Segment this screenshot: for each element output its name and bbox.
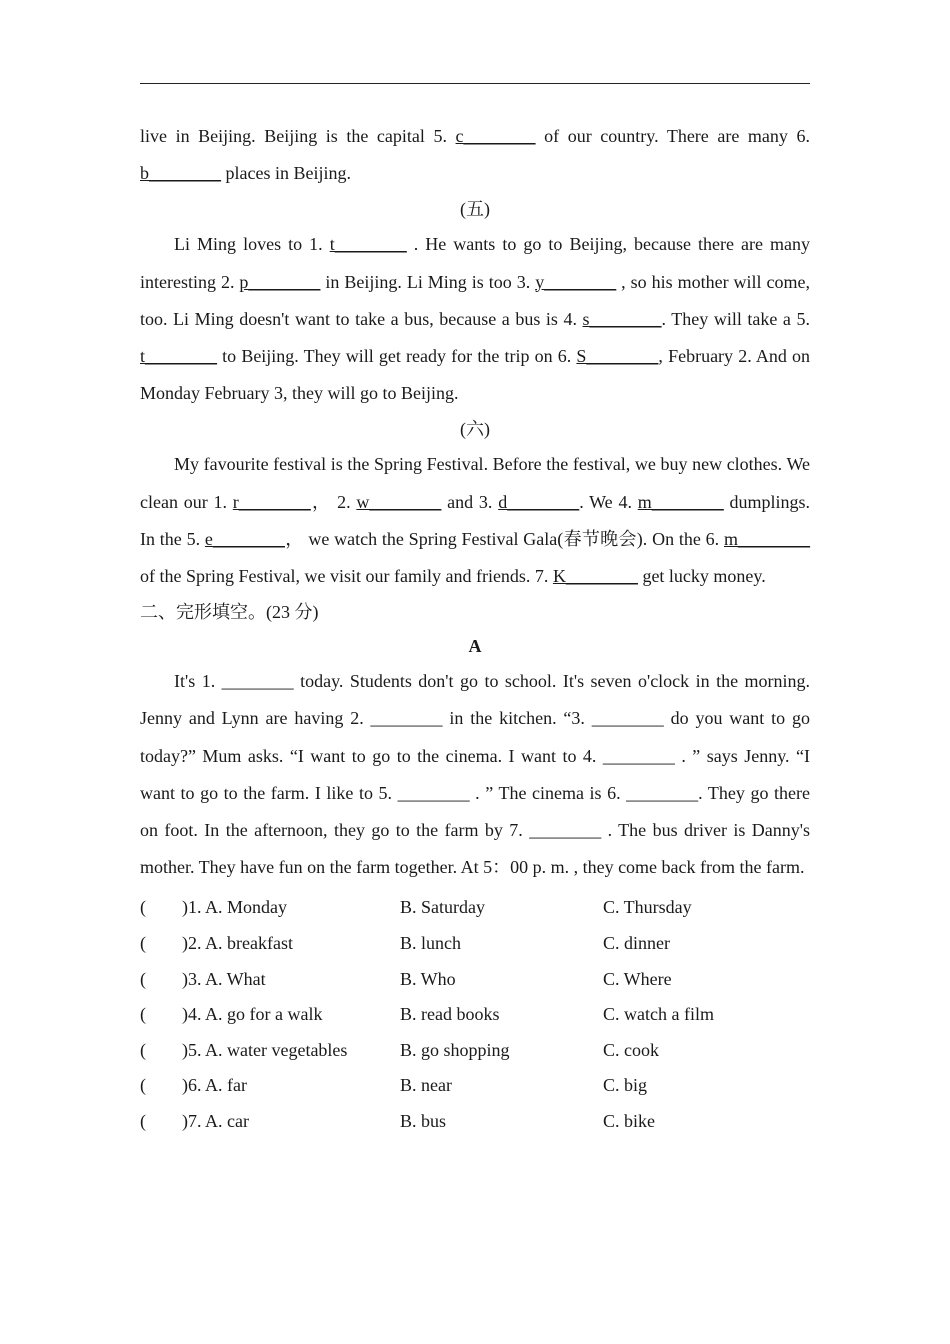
blank-answer: c________	[455, 126, 536, 146]
part2-heading: 二、完形填空。(23 分)	[140, 602, 319, 623]
worksheet-page	[140, 118, 810, 1140]
option-c[interactable]: C. cook	[603, 1039, 659, 1060]
blank-answer: m________	[637, 491, 724, 512]
option-b[interactable]: B. go shopping	[400, 1039, 510, 1060]
option-c[interactable]: C. big	[603, 1075, 648, 1096]
blank-answer: r________	[232, 491, 311, 512]
question-option-a[interactable]: ( )4. A. go for a walk	[140, 1004, 323, 1025]
option-c[interactable]: C. bike	[603, 1111, 655, 1132]
header-rule	[140, 83, 810, 84]
option-b[interactable]: B. bus	[400, 1111, 447, 1132]
question-row	[140, 926, 810, 962]
question-option-a[interactable]: ( )2. A. breakfast	[140, 933, 293, 954]
options-list	[140, 890, 810, 1139]
cloze-passage: It's 1. ________ today. Students don't go to school. It's seven o'clock in the morning. Jenny and Lynn are having 2. ________ in the kitchen. “3. ________ do you want to go today?” Mum asks. “I want to go to the cinema. I want to 4. ________ . ” says Jenny. “I want to go to the farm. I like to 5. ________ . ” The cinema is 6. ________. They go there on foot. In the afternoon, they go to the farm by 7. ________ . The bus driver is Danny's mother. They have fun on the farm together. At 5：00 p. m. , they come back from the farm.	[140, 671, 810, 878]
section5-title: (五)	[460, 199, 490, 220]
option-c[interactable]: C. dinner	[603, 933, 670, 954]
question-row	[140, 1104, 810, 1140]
option-b[interactable]: B. near	[400, 1075, 452, 1096]
blank-answer: d________	[498, 491, 580, 512]
option-c[interactable]: C. Thursday	[603, 897, 692, 918]
question-row	[140, 1068, 810, 1104]
blank-answer: t________	[329, 234, 407, 255]
option-c[interactable]: C. Where	[603, 968, 672, 989]
blank-answer: w________	[356, 491, 442, 512]
question-row	[140, 890, 810, 926]
question-option-a[interactable]: ( )1. A. Monday	[140, 897, 287, 918]
passage-a-title: A	[468, 636, 482, 657]
blank-answer: K________	[552, 566, 638, 587]
question-row	[140, 962, 810, 998]
option-b[interactable]: B. lunch	[400, 933, 461, 954]
blank-answer: s________	[582, 308, 662, 329]
question-option-a[interactable]: ( )6. A. far	[140, 1075, 247, 1096]
section5-paragraph: Li Ming loves to 1. t________ . He wants to go to Beijing, because there are many interesting 2. p________ in Beijing. Li Ming is too 3. y________ , so his mother will come, too. Li Ming doesn't want to take a bus, because a bus is 4. s________. They will take a 5. t________ to Beijing. They will get ready for the trip on 6. S________, February 2. And on Monday February 3, they will go to Beijing.	[140, 234, 810, 404]
blank-answer: e________	[204, 528, 285, 549]
section4-tail-paragraph: live in Beijing. Beijing is the capital 5. c________ of our country. There are many 6. b________ places in Beijing.	[140, 126, 810, 184]
option-b[interactable]: B. read books	[400, 1004, 500, 1025]
section6-title: (六)	[460, 419, 490, 440]
blank-answer: b________	[140, 163, 221, 184]
question-option-a[interactable]: ( )7. A. car	[140, 1111, 249, 1132]
blank-answer: t________	[140, 346, 218, 367]
blank-answer: S________	[576, 346, 659, 367]
option-c[interactable]: C. watch a film	[603, 1004, 714, 1025]
option-b[interactable]: B. Saturday	[400, 897, 485, 918]
option-b[interactable]: B. Who	[400, 968, 456, 989]
question-row	[140, 997, 810, 1033]
section6-paragraph: My favourite festival is the Spring Festival. Before the festival, we buy new clothes. We clean our 1. r________， 2. w________ and 3. d________. We 4. m________ dumplings. In the 5. e________， we watch the Spring Festival Gala(春节晚会). On the 6. m________ of the Spring Festival, we visit our family and friends. 7. K________ get lucky money.	[140, 454, 811, 587]
blank-answer: y________	[535, 271, 617, 292]
question-row	[140, 1033, 810, 1069]
blank-answer: p________	[239, 271, 321, 292]
question-option-a[interactable]: ( )5. A. water vegetables	[140, 1039, 348, 1060]
question-option-a[interactable]: ( )3. A. What	[140, 968, 266, 989]
blank-answer: m________	[724, 528, 811, 549]
